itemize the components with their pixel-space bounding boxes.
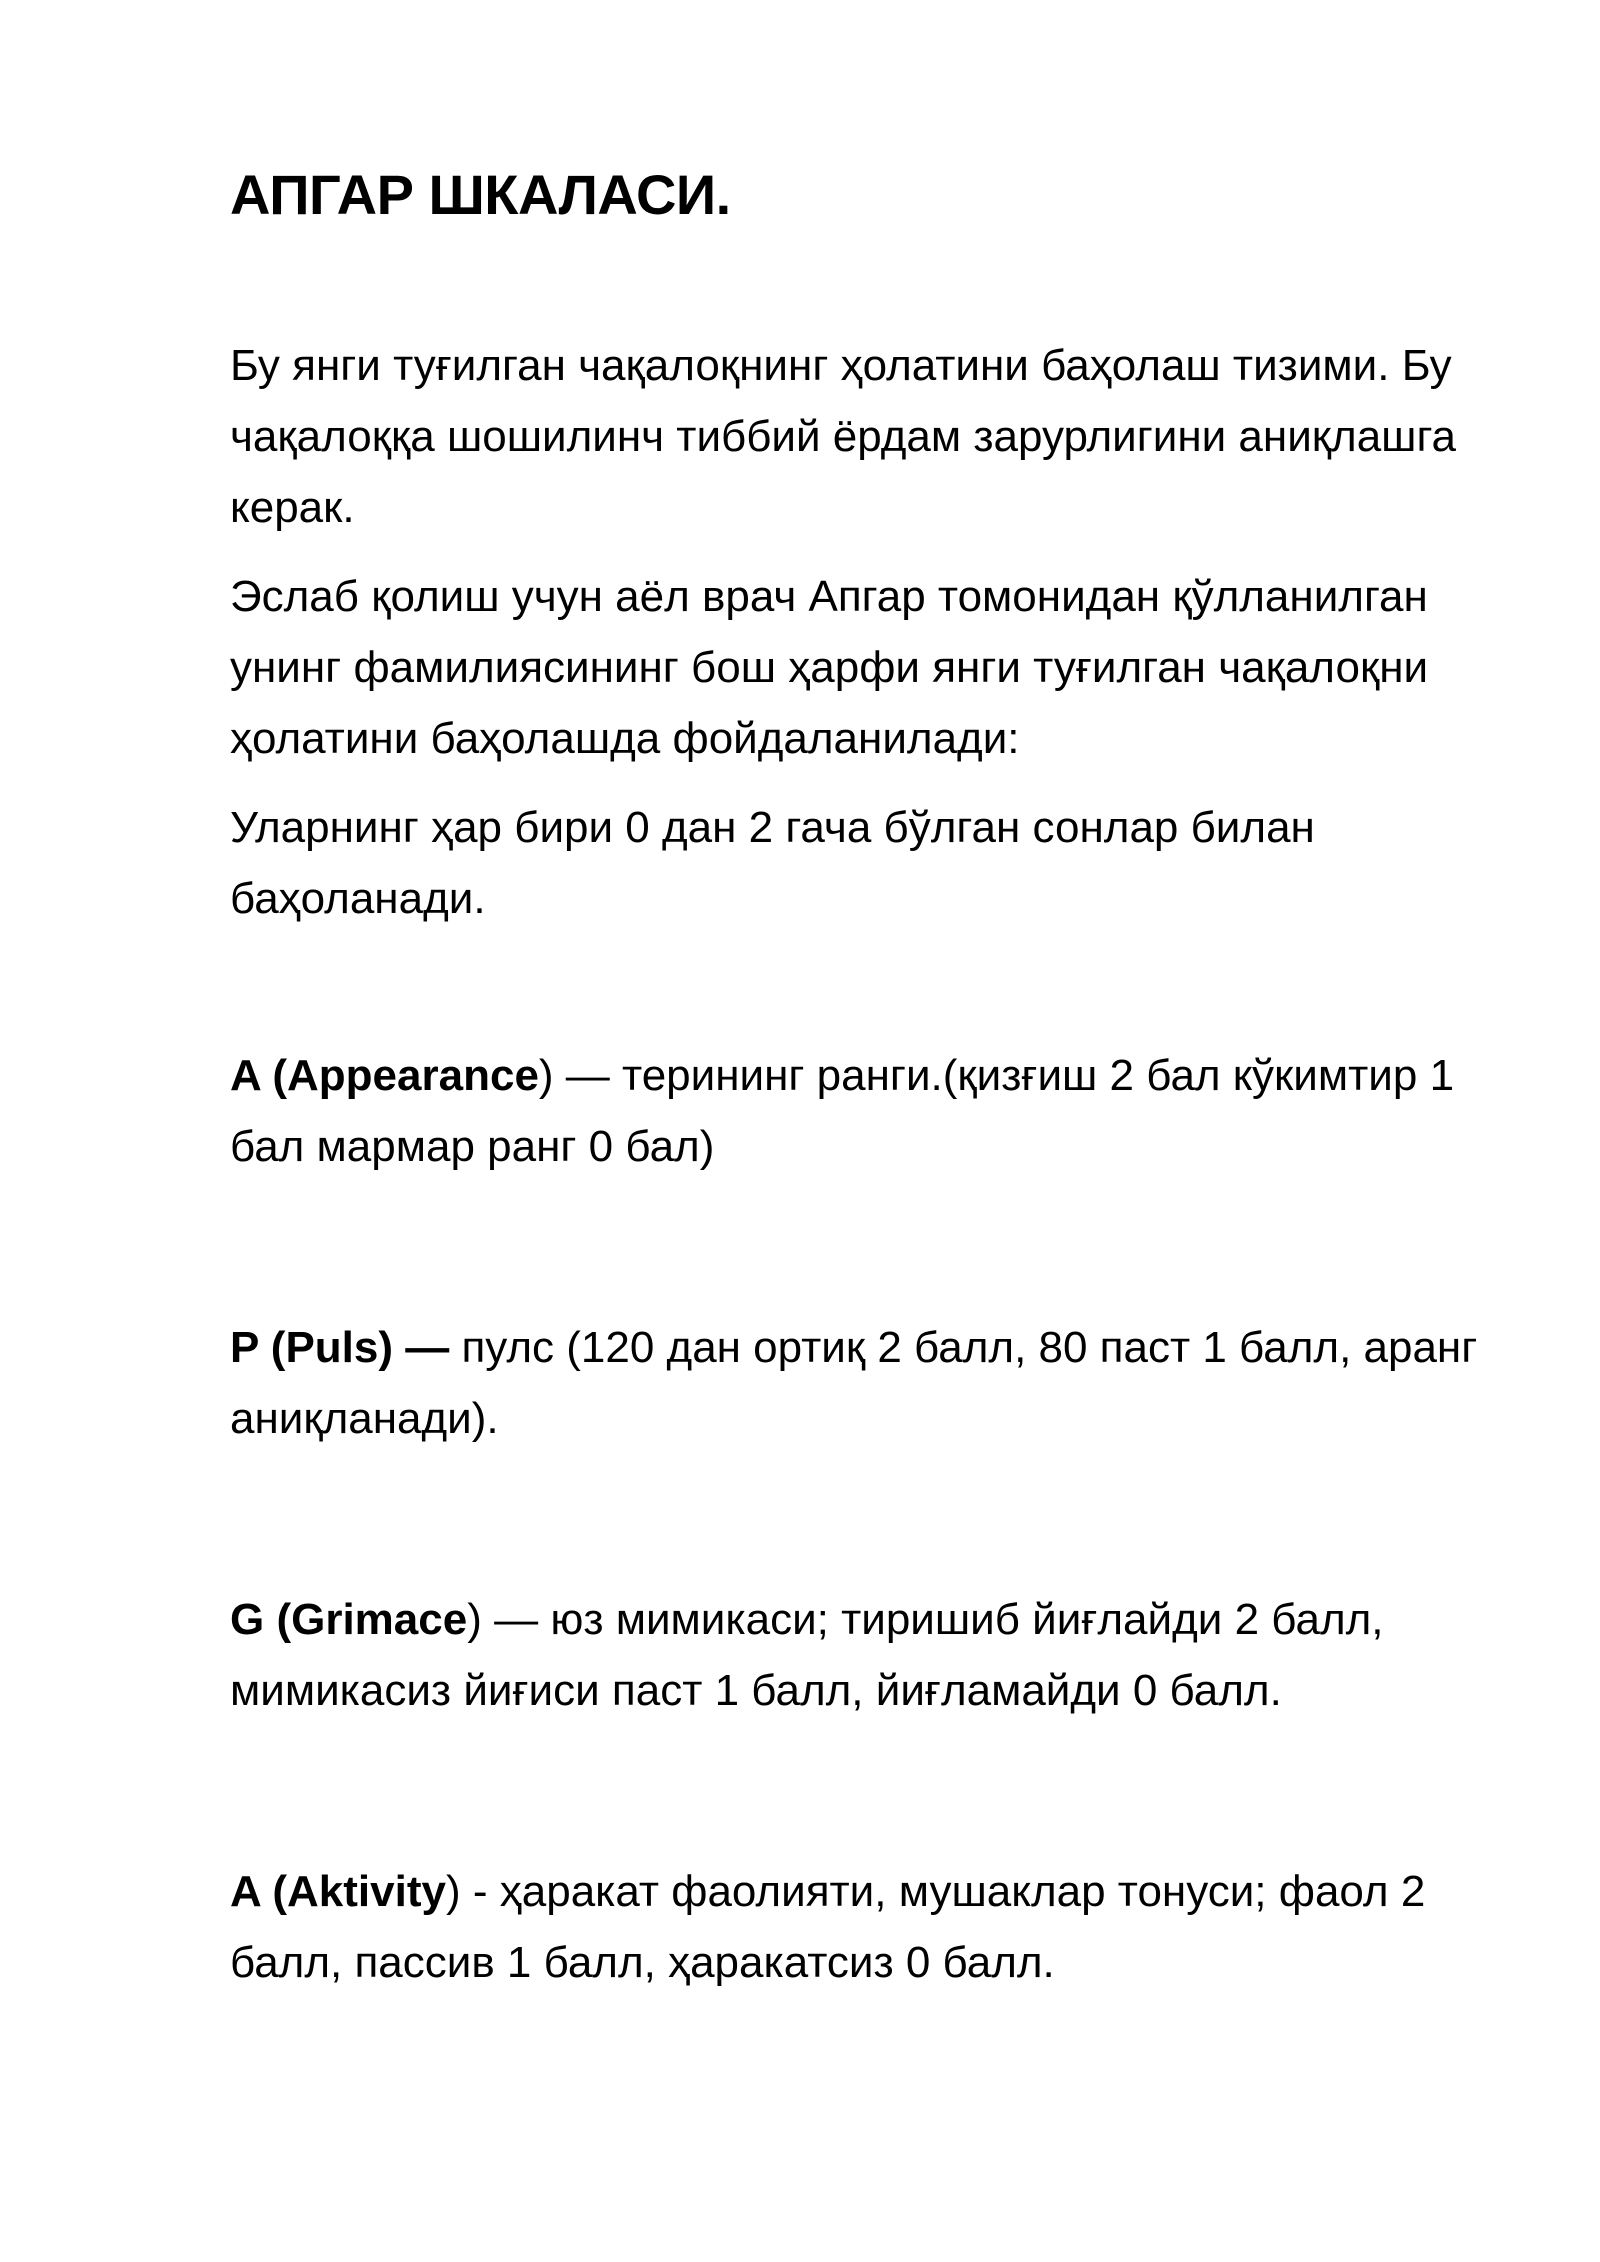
criterion-grimace (230, 1584, 1500, 1726)
criterion-term: Grimace (291, 1595, 468, 1644)
spacer (230, 1454, 1500, 1584)
criterion-activity (230, 1856, 1500, 1998)
criterion-letter: P ( (230, 1323, 286, 1372)
criterion-description: юз мимикаси; тиришиб йиғлайди 2 балл, мимикасиз йиғиси паст 1 балл, йиғламайди 0 балл. (230, 1595, 1384, 1715)
intro-paragraph-3: Уларнинг ҳар бири 0 дан 2 гача бўлган сонлар билан баҳоланади. (230, 803, 1315, 923)
spacer (230, 1726, 1500, 1856)
document-title: АПГАР ШКАЛАСИ. (230, 163, 731, 226)
criterion-separator: ) — (467, 1595, 551, 1644)
criterion-term: Puls (285, 1323, 379, 1372)
criterion-appearance (230, 1040, 1500, 1182)
criterion-letter: A ( (230, 1051, 288, 1100)
document-page (230, 160, 1500, 1998)
criterion-separator: ) — (538, 1051, 623, 1100)
criterion-term: Aktivity (287, 1867, 446, 1916)
criterion-letter: A ( (230, 1867, 288, 1916)
spacer (230, 952, 1500, 1040)
criterion-separator: ) — (378, 1323, 462, 1372)
criterion-puls (230, 1312, 1500, 1454)
criterion-separator: ) - (445, 1867, 500, 1916)
intro-paragraph-1: Бу янги туғилган чақалоқнинг ҳолатини баҳолаш тизими. Бу чақалоққа шошилинч тиббий ёрдам зарурлигини аниқлашга керак. (230, 341, 1457, 532)
criterion-description: терининг ранги.(қизғиш 2 бал кўкимтир 1 бал мармар ранг 0 бал) (230, 1051, 1455, 1171)
criterion-term: Appearance (287, 1051, 539, 1100)
criterion-description: ҳаракат фаолияти, мушаклар тонуси; фаол 2 балл, пассив 1 балл, ҳаракатсиз 0 балл. (230, 1867, 1426, 1987)
spacer (230, 1182, 1500, 1312)
criterion-description: пулс (120 дан ортиқ 2 балл, 80 паст 1 балл, аранг аниқланади). (230, 1323, 1478, 1443)
criterion-letter: G ( (230, 1595, 292, 1644)
intro-paragraph-2: Эслаб қолиш учун аёл врач Апгар томонидан қўлланилган унинг фамилиясининг бош ҳарфи янги туғилган чақалоқни ҳолатини баҳолашда фойдаланилади: (230, 572, 1429, 763)
